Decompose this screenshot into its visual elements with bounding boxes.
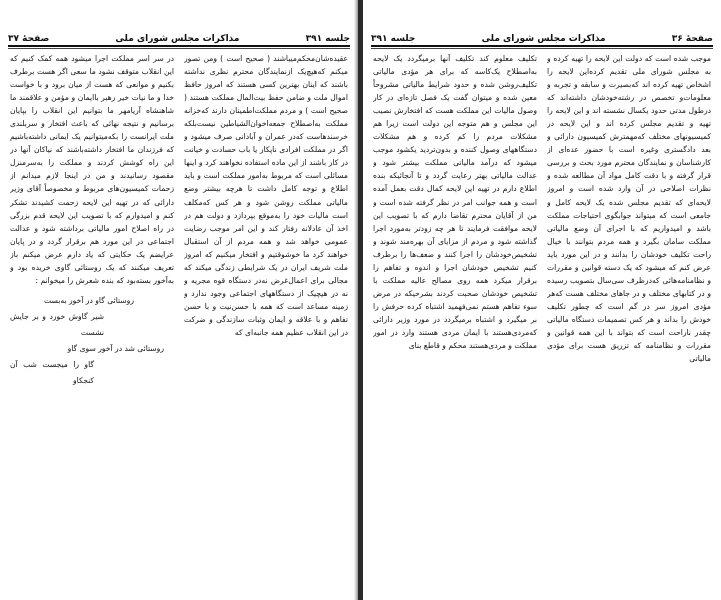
header-rule: [8, 45, 350, 47]
left-page-columns: [10, 52, 348, 550]
header-rule-thin: [371, 48, 713, 49]
paragraph: عقیده‌شان‌محکم‌میباشند ( صحیح است ) ومن تصور میکنم که‌هیچ‌یک از‌نمایندگان محترم نظری نداشته باشند که اینان بهترین کسی هستند که امروز حافظ اموال ملت و ضامن حفظ بیت‌المال مملکت هستند ( صحیح است ) و مردم مملکت‌اطمینان دارند که‌خزانه مملکت به‌اصطلاح جمعه‌اخوان‌الشیاطین نیست‌بلکه خرسندهاست که‌در عمران و آبادانی صرف میشود و اگر در مملکت افرادی ناپکار یا باب حسادت و خیانت در کار باشند از این ماده استفاده نخواهند کرد و اینها مسائلی است که مربوط به‌امور مملکت است و باید اطلاع و توجه کامل داشت تا هرچه بیشتر وضع مالیاتی مملکت روشن شود و هر کس که‌مکلف است مالیات خود را به‌موقع بپردازد و دولت هم در اخذ آن عادلانه رفتار کند و این امر موجب رضایت عمومی خواهد شد و همه مردم از آن استقبال خواهند کرد ما خوشوقتیم و افتخار میکنیم که امروز ملت شریف ایران در یک شرایطی زندگی میکند که مجالی برای اعمال‌غرض نه‌در دستگاه قوه مجریه و نه در هیچیک از دستگاههای اجتماعی وجود ندارد و زمینه مساعد است که همه با حسن‌نیت و با حسن تفاهم و با علاقه و ایمان وثبات سازندگی و ضرکت در این انقلاب عظیم همه جانبه‌ای که: [184, 54, 348, 337]
paragraph: تکلیف معلوم کند تکلیف آنها برمیگردد یک لایحه به‌اصطلاح یک‌کاسه که برای هر مؤدی مالیاتی تکلیف‌روشن شده و حدود شرایط مالیاتی مشروحاً معین شده و میتوان گفت یک فصل تازه‌ای در کار وصول مالیات این مملکت هست که افتخارش نصیب این مجلس و هم متوجه این دولت است زیرا هم مشکلات مردم را کم کرده و هم مشکلات دستگاههای وصول کننده و بدون‌تردید یکشود موجب میشود که درآمد مالیاتی مملکت بیشتر شود و عدالت مالیاتی بهتر رعایت گردد و تا آنجائیکه بنده اطلاع دارم در تهیه این لایحه کمال دقت بعمل آمده است و همه جوانب امر در نظر گرفته شده است و من از آقایان محترم تقاضا دارم که با تصویب این لایحه موافقت فرمایند تا هر چه زودتر به‌مورد اجرا گذاشته شود و مردم از مزایای آن بهره‌مند شوند و تشخیص‌خودشان را اجرا کنند و ضعف‌ها را برطرف کنیم تشخیص خودشان اجرا و اندوه و تفاهم را برقرار میکرد همه روی مصالح عالیه مملکت با تشخیص خودشان صحبت کردند بشرحیکه در مرض سوء تفاهم هستم نمی‌فهمید اشتباه کرده حرفش را بر میگیرد و اشتباه برمیگردد در مورد وزیر دارائی که‌مردی‌هستند با ایمان مردی هستند وارد در امور مملکت و مردی‌هستند محکم و قاطع بنای: [373, 54, 537, 351]
text-column-left: [10, 52, 174, 550]
right-page: [363, 0, 721, 600]
page-number: صفحهٔ ۳۷: [8, 34, 50, 44]
paragraph: در سر اسر مملکت اجرا میشود همه کمک کنیم که این انقلاب متوقف نشود ما سعی اگر هست برطرف بکنیم و موانعی که هست از میان برود و با خواست خدا و ما نیات خیر رهبر با‌ایمان و مؤمن و علاقمند ما شاهنشاه آریامهر ما بتوانیم این انقلاب را بپایان برسانیم و نتیجه نهائی که باعث افتخار و سربلندی ملت ایرانست را بکه‌میتوانیم یک ایمانی داشته‌باشیم که فرزندان ما افتخار داشته‌باشند که نیاکان آنها در این راه کوشش کردند و مملکت را به‌سرمنزل مقصود رسانیدند و من در اینجا لازم میدانم از زحمات کمیسیون‌های مربوط و مخصوصاً آقای وزیر دارائی که در تهیه این لایحه زحمت کشیدند تشکر کنم و امیدوارم که با تصویب این لایحه قدم بزرگی در راه اصلاح امور مالیاتی برداشته شود و عدالت اجتماعی در این مورد هم برقرار گردد و در پایان عرایضم یک حکایتی که یاد دارم عرض میکنم باز تعریف میکنند که یک روستائی گاوی خریده بود و به‌آخور بسته‌بود که بنده شعرش را میخوانم :: [10, 54, 174, 285]
text-column-left: [373, 52, 537, 550]
poem-verse: گاو را میجست شب آن کنجکاو: [10, 359, 94, 385]
journal-title: مذاکرات مجلس شورای ملی: [115, 34, 240, 44]
journal-title: مذاکرات مجلس شورای ملی: [481, 34, 606, 44]
page-number: صفحهٔ ۳۶: [671, 34, 713, 44]
text-column-right: [184, 52, 348, 550]
poem: [10, 293, 174, 389]
right-page-header: [371, 30, 713, 44]
left-page-header: [8, 30, 350, 44]
text-column-right: [547, 52, 711, 550]
header-rule-thin: [8, 48, 350, 49]
header-rule: [371, 45, 713, 47]
poem-verse: شیر گاوش خورد و بر جایش نشست: [10, 311, 104, 337]
session-number: جلسه ۳۹۱: [305, 34, 350, 44]
right-page-columns: [373, 52, 711, 550]
poem-verse: روستائی شد در آخور سوی گاو: [67, 343, 164, 353]
poem-verse: روستائی گاو در آخور به‌بست: [44, 295, 134, 305]
paragraph: موجب شده است که دولت این لایحه را تهیه کرده و به مجلس شورای ملی تقدیم کرده‌این لایحه را اشخاص تهیه کرده اند که‌بصیرت و سابقه و تجربه و معلومات‌و تخصص در رشته‌خودشان داشته‌اند که در‌طول مدتی حدود یکسال نشسته اند و این لایحه را تهیه و تقدیم مجلس کرده اند و این لایحه در کمیسیونهای مختلف که‌مهمترش کمیسیون دارائی و بعد دادگستری وغیره است با حضور عده‌ای از کارشناسان و نمایندگان محترم مورد بحث و بررسی قرار گرفته و با دقت کامل مواد آن مطالعه شده و نظرات اصلاحی در آن وارد شده است و امروز لایحه‌ای که تقدیم مجلس شده یک لایحه کامل و جامعی است که میتواند جوابگوی احتیاجات مملکت باشد و امیدواریم که با اجرای آن وضع مالیاتی مملکت سامان بگیرد و همه مردم بتوانند با خیال راحت تکلیف خودشان را بدانند و در این مورد باید عرض کنم که میشود که یک دسته قوانین و مقررات و نظامنامه‌هائی که‌درظرف سی‌سال بتصویب رسیده و در کتابهای مختلف و در جاهای مختلف هست که‌هر مؤدی امروز سر در گم است که چطور تکلیف خودش را بداند و هر کس تصمیمات دستگاه مالیاتی چقدر ناراحت است که بتواند با این همه قوانین و مقررات و نظامنامه که تزریق هست برای مؤدی مالیاتی: [547, 54, 711, 364]
left-page: [0, 0, 358, 600]
session-number: جلسه ۳۹۱: [371, 34, 416, 44]
